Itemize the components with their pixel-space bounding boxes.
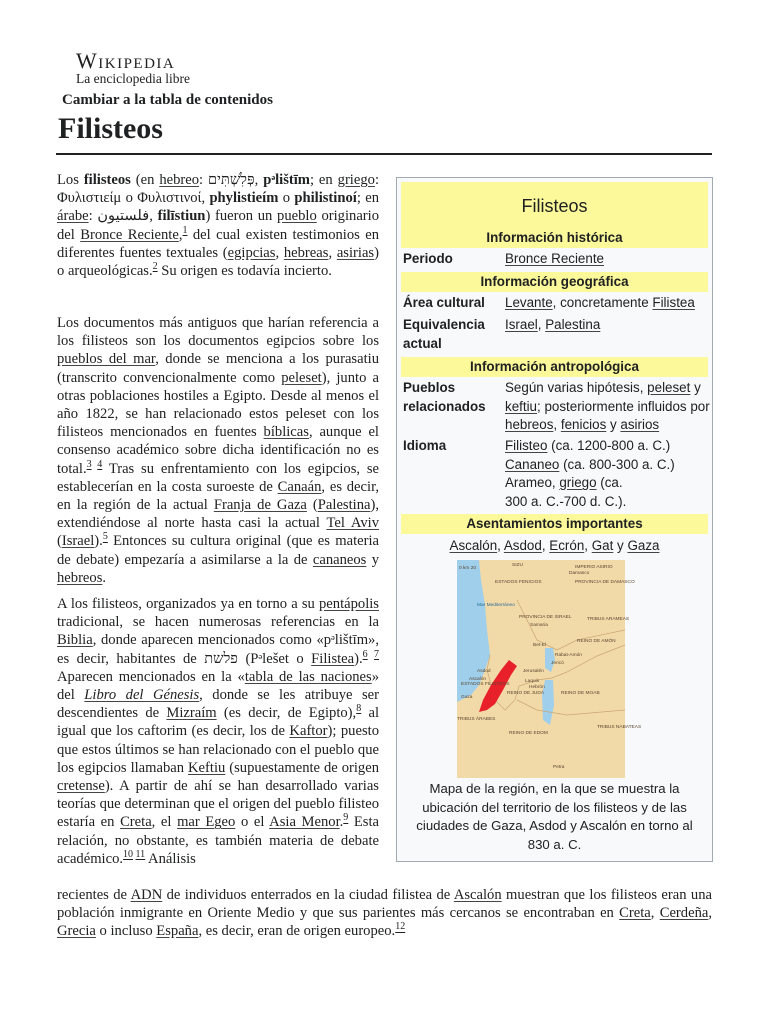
map-label-gaza: Gaza xyxy=(461,695,473,700)
infobox-period-label: Periodo xyxy=(403,251,453,266)
link-espana[interactable]: España xyxy=(156,923,199,940)
link-asirias[interactable]: asirias xyxy=(336,244,375,261)
link-biblia[interactable]: Biblia xyxy=(57,632,93,649)
map-label-betel: Bet-El xyxy=(533,643,547,648)
map-label-asdod: Asdod xyxy=(477,669,491,674)
link-levante[interactable]: Levante xyxy=(505,295,553,310)
toc-toggle-link[interactable]: Cambiar a la tabla de contenidos xyxy=(62,92,273,108)
origins-paragraph: A los filisteos, organizados ya en torno a su pentápolis tradicional, se hacen numerosas referencias en la Biblia, donde aparecen mencionados como «pᵊlištīm», es decir, habitantes de פלשת (Pᵊlešet o Filistea).$^{6 7}$ Aparecen mencionados en la «tabla de las naciones» del Libro del Génesis, donde se les atribuye ser descendientes de Mizraím (es decir, de Egipto),$^8$ al igual que los caftorim (es decir, los de Kaftor); puesto que estos últimos se han relacionado con el pueblo que los egipcios llamaban Keftiu (supuestamente de origen cretense). A partir de ahí se han desarrollado varias teorías que determinan que el origen del pueblo filisteo estaría en Creta, el mar Egeo o el Asia Menor.$^9$ Esta relación, no obstante, es también materia de debate académico.$^{10 11}$ Análisis xyxy=(57,596,380,867)
infobox-settlements: Ascalón, Asdod, Ecrón, Gat y Gaza xyxy=(449,538,660,553)
map-label-damasco: Damasco xyxy=(569,571,590,576)
dna-paragraph: recientes de ADN de individuos enterrados en la ciudad filistea de Ascalón muestran que los filisteos eran una población inmigrante en Oriente Medio y que sus parientes más cercanos se encontraban en Creta, Cerdeña, Grecia o incluso España, es decir, eran de origen europeo.$^{12}$ xyxy=(57,887,712,940)
link-bronce-reciente[interactable]: Bronce Reciente xyxy=(80,226,179,243)
link-israel[interactable]: Israel xyxy=(61,533,95,550)
infobox-section-historical: Información histórica xyxy=(401,228,708,248)
map-label-mediterraneo: Mar Mediterráneo xyxy=(477,603,515,608)
link-hebreas[interactable]: hebreas xyxy=(283,244,329,261)
ref-4[interactable]: 4 xyxy=(97,458,103,470)
link-griego[interactable]: griego xyxy=(337,172,375,188)
link-settle-4[interactable]: Gaza xyxy=(627,538,660,553)
ref-11[interactable]: 11 xyxy=(135,848,146,860)
map-label-filisteos: ESTADOS FILISTEOS xyxy=(461,682,510,687)
link-peleset[interactable]: peleset xyxy=(281,369,322,386)
link-kaftor[interactable]: Kaftor xyxy=(289,723,328,740)
infobox-language-label: Idioma xyxy=(403,438,447,453)
link-mizraim[interactable]: Mizraím xyxy=(166,705,217,722)
wikipedia-tagline: La enciclopedia libre xyxy=(76,71,190,86)
link-settle-0[interactable]: Ascalón xyxy=(449,538,498,553)
map-label-edom: REINO DE EDOM xyxy=(509,731,548,736)
wikipedia-wordmark[interactable]: Wikipedia xyxy=(76,48,176,73)
infobox-equivalence-value xyxy=(505,316,711,335)
map-label-juda: REINO DE JUDÁ xyxy=(507,691,545,696)
link-egipcias[interactable]: egipcias xyxy=(227,244,276,261)
link-tel-aviv[interactable]: Tel Aviv xyxy=(326,515,379,532)
map-label-amon: REINO DE AMÓN xyxy=(577,639,616,644)
infobox-cultural-area-value xyxy=(505,294,711,313)
infobox-language-value: Filisteo (ca. 1200-800 a. C.) Cananeo (ca. 800-300 a. C.) Arameo, griego (ca. 300 a. C.-700 d. C.). xyxy=(505,438,675,509)
link-keftiu-ib[interactable]: keftiu xyxy=(505,398,538,414)
link-filistea[interactable]: Filistea xyxy=(311,650,355,667)
map-label-fenicios: ESTADOS FENICIOS xyxy=(495,580,542,585)
link-ascalon[interactable]: Ascalón xyxy=(453,887,502,903)
infobox xyxy=(396,177,713,862)
link-fenicios-ib[interactable]: fenicios xyxy=(560,417,607,432)
documents-paragraph: Los documentos más antiguos que harían referencia a los filisteos son los documentos egipcios sobre los pueblos del mar, donde se menciona a los purasatiu (transcrito convencionalmente como peleset), junto a otras poblaciones hostiles a Egipto. Desde al menos el año 1822, se han relacionado estos peleset con los filisteos mencionados en fuentes bíblicas, aunque el consenso académico sobre dicha identificación no es total.$^{3 4}$ Tras su enfrentamiento con los egipcios, se establecerían en la costa suroeste de Canaán, es decir, en la región de la actual Franja de Gaza (Palestina), extendiéndose al norte hasta casi la actual Tel Aviv (Israel).$^5$ Entonces su cultura original (que es materia de debate) empezaría a asimilarse a la de cananeos y hebreos. xyxy=(57,315,380,586)
link-biblicas[interactable]: bíblicas xyxy=(263,424,309,441)
link-adn[interactable]: ADN xyxy=(130,887,163,903)
link-cananeos[interactable]: cananeos xyxy=(312,551,367,568)
infobox-period-value xyxy=(505,250,711,269)
link-settle-3[interactable]: Gat xyxy=(591,538,614,553)
link-pueblos-del-mar[interactable]: pueblos del mar xyxy=(57,351,156,368)
link-keftiu[interactable]: Keftiu xyxy=(188,759,226,776)
link-asirios-ib[interactable]: asirios xyxy=(620,417,660,432)
map-label-damasco-prov: PROVINCIA DE DAMASCO xyxy=(575,580,635,585)
link-pentapolis[interactable]: pentápolis xyxy=(319,596,379,612)
ref-8[interactable]: 8 xyxy=(356,703,362,715)
map-label-moab: REINO DE MOAB xyxy=(561,691,600,696)
link-mar-egeo[interactable]: mar Egeo xyxy=(177,814,236,831)
ref-7[interactable]: 7 xyxy=(374,648,380,660)
map-label-asirio: IMPERIO ASIRIO xyxy=(575,565,613,570)
equivalence-joiner: , xyxy=(537,317,546,332)
map-label-samaria: Samaria xyxy=(530,623,548,628)
link-creta[interactable]: Creta xyxy=(120,814,152,831)
infobox-cultural-area-label: Área cultural xyxy=(403,295,485,310)
region-map[interactable] xyxy=(457,560,642,778)
intro-paragraph: Los filisteos (en hebreo: פְּלִשְׁתִּים, pᵊlištīm; en griego: Φυλιστιείμ o Φυλιστινοί, phylistieím o philistinoí; en árabe: فلستيون, filīstiun) fueron un pueblo originario del Bronce Reciente,$^1$ del cual existen testimonios en diferentes fuentes textuales (egipcias, hebreas, asirias) o arqueológicas.$^2$ Su origen es todavía incierto. xyxy=(57,172,380,280)
infobox-section-settlements: Asentamientos importantes xyxy=(401,514,708,534)
link-hebreos-ib[interactable]: hebreos xyxy=(505,417,554,432)
cultural-area-joiner: , concretamente xyxy=(552,295,653,310)
ref-9[interactable]: 9 xyxy=(343,812,349,824)
link-cretense[interactable]: cretense xyxy=(57,778,105,795)
link-cerdena[interactable]: Cerdeña xyxy=(659,905,709,922)
map-label-israel: PROVINCIA DE ISRAEL xyxy=(519,615,572,620)
link-genesis[interactable]: Libro del Génesis xyxy=(84,687,200,704)
map-label-jerico: Jericó xyxy=(551,661,564,666)
map-label-scale: 0 km 20 xyxy=(459,566,477,571)
map-caption: Mapa de la región, en la que se muestra la ubicación del territorio de los filisteos y de las ciudades de Gaza, Asdod y Ascalón en torno al 830 a. C. xyxy=(416,781,693,852)
ref-3[interactable]: 3 xyxy=(86,458,92,470)
link-peleset-ib[interactable]: peleset xyxy=(647,380,691,395)
map-label-jerusalen: Jerusalén xyxy=(523,669,544,674)
link-asia-menor[interactable]: Asia Menor xyxy=(269,814,340,831)
link-franja-de-gaza[interactable]: Franja de Gaza xyxy=(213,497,307,514)
link-bronce-reciente-ib[interactable]: Bronce Reciente xyxy=(505,251,604,266)
link-arabe[interactable]: árabe xyxy=(57,208,89,225)
map-label-nabateas: TRIBUS NABATEAS xyxy=(597,725,642,730)
map-label-petra: Petra xyxy=(553,765,565,770)
map-label-tribus-arameas: TRIBUS ARAMEAS xyxy=(587,617,630,622)
ref-2[interactable]: 2 xyxy=(152,261,158,273)
map-label-hebron: Hebrón xyxy=(529,685,545,690)
infobox-title: Filisteos xyxy=(401,182,708,230)
link-settle-2[interactable]: Ecrón xyxy=(549,538,585,553)
link-creta-2[interactable]: Creta xyxy=(619,905,651,922)
map-label-sizu: SIZU xyxy=(512,563,523,568)
link-palestina[interactable]: Palestina xyxy=(317,497,371,514)
infobox-peoples-label: Pueblos relacionados xyxy=(403,380,486,414)
link-filisteo-lang[interactable]: Filisteo xyxy=(505,438,548,453)
ref-12[interactable]: 12 xyxy=(395,921,406,933)
ref-6[interactable]: 6 xyxy=(362,648,368,660)
link-tabla-naciones[interactable]: tabla de las naciones xyxy=(244,668,372,685)
map-label-laquis: Laquis xyxy=(525,679,540,684)
link-filistea-ib[interactable]: Filistea xyxy=(652,295,695,310)
infobox-peoples-value: Según varias hipótesis, peleset y keftiu; posteriormente influidos por hebreos, fenicios y asirios xyxy=(505,380,710,432)
map-label-rabat-amon: Rabat-Amón xyxy=(555,653,582,658)
link-palestina-ib[interactable]: Palestina xyxy=(545,317,601,332)
infobox-equivalence-label: Equivalencia actual xyxy=(403,317,485,351)
link-pueblo[interactable]: pueblo xyxy=(277,208,317,225)
page-title: Filisteos xyxy=(58,112,163,145)
link-canaan[interactable]: Canaán xyxy=(277,478,322,495)
infobox-section-anthropological: Información antropológica xyxy=(401,357,708,377)
link-cananeo-lang[interactable]: Cananeo xyxy=(505,456,560,472)
ref-10[interactable]: 10 xyxy=(123,848,134,860)
link-hebreo[interactable]: hebreo xyxy=(159,172,200,188)
link-israel-ib[interactable]: Israel xyxy=(505,317,538,332)
link-settle-1[interactable]: Asdod xyxy=(503,538,542,553)
link-griego-lang[interactable]: griego xyxy=(559,475,597,490)
infobox-section-geographic: Información geográfica xyxy=(401,272,708,292)
map-label-ascalon: Ascalón xyxy=(469,677,487,682)
title-divider xyxy=(56,153,712,155)
link-hebreos[interactable]: hebreos xyxy=(57,569,103,586)
ref-1[interactable]: 1 xyxy=(182,224,188,236)
link-grecia[interactable]: Grecia xyxy=(57,923,96,940)
ref-5[interactable]: 5 xyxy=(102,531,108,543)
map-label-tribus-arabes: TRIBUS ÁRABES xyxy=(457,717,496,722)
